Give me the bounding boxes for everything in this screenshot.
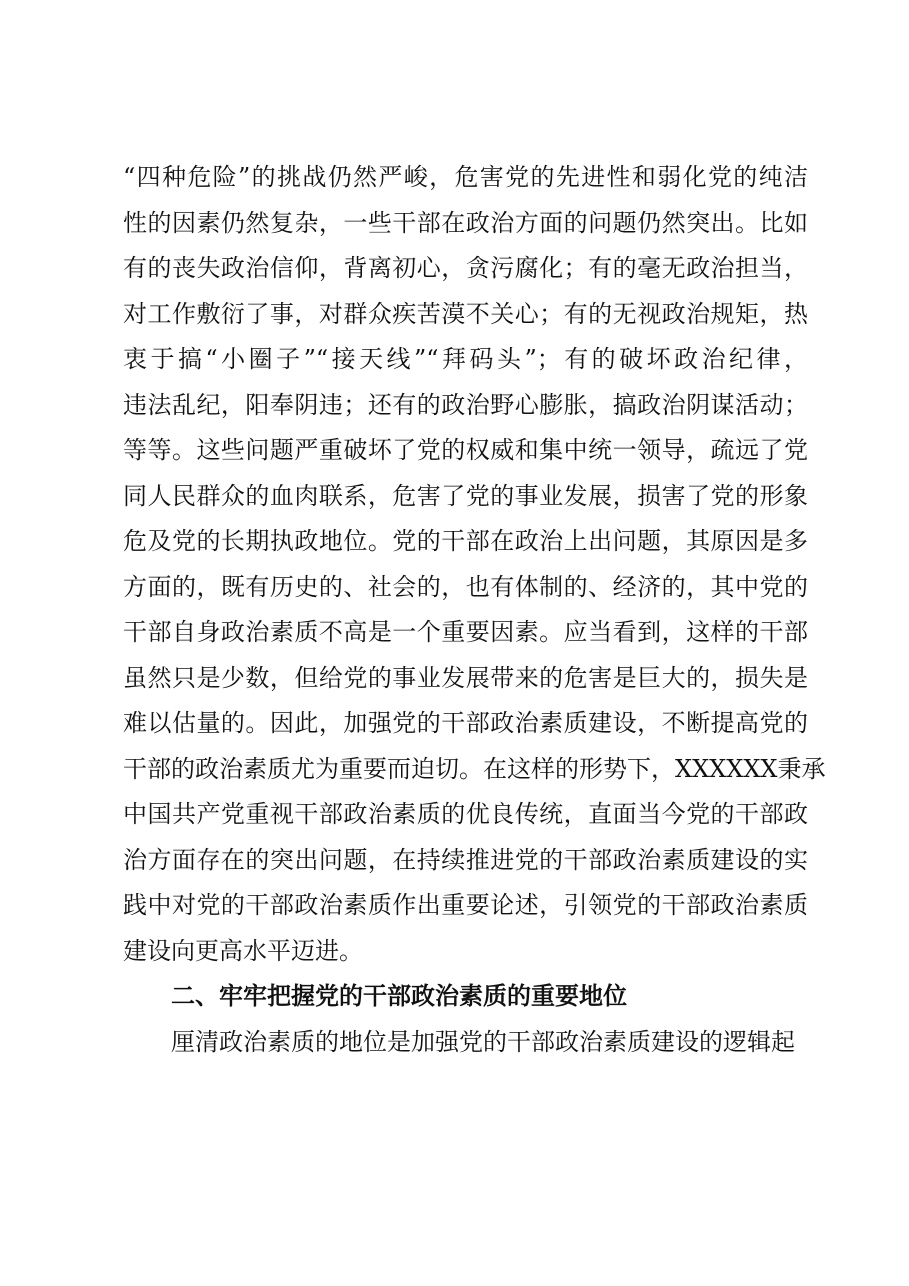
text-line: 厘清政治素质的地位是加强党的干部政治素质建设的逻辑起 <box>171 1027 795 1056</box>
text-line: 违法乱纪，阳奉阴违；还有的政治野心膨胀，搞政治阴谋活动； <box>123 390 808 419</box>
text-line: 建设向更高水平迈进。 <box>123 936 363 965</box>
text-line: 中国共产党重视干部政治素质的优良传统，直面当今党的干部政 <box>123 800 808 828</box>
text-line: 虽然只是少数，但给党的事业发展带来的危害是巨大的，损失是 <box>123 663 808 692</box>
text-line: “四种危险”的挑战仍然严峻，危害党的先进性和弱化党的纯洁 <box>123 163 808 191</box>
text-line: 干部自身政治素质不高是一个重要因素。应当看到，这样的干部 <box>123 618 808 646</box>
paragraph-2 <box>123 1020 808 1066</box>
text-line: 等等。这些问题严重破坏了党的权威和集中统一领导，疏远了党 <box>123 436 808 464</box>
section-heading: 二、牢牢把握党的干部政治素质的重要地位 <box>171 982 627 1010</box>
text-line: 同人民群众的血肉联系，危害了党的事业发展，损害了党的形象 <box>123 481 808 510</box>
paragraph-1 <box>123 155 826 974</box>
text-line: 干部的政治素质尤为重要而迫切。在这样的形势下，XXXXXX秉承 <box>123 754 826 783</box>
text-line: 践中对党的干部政治素质作出重要论述，引领党的干部政治素质 <box>123 891 808 919</box>
text-line: 有的丧失政治信仰，背离初心，贪污腐化；有的毫无政治担当， <box>123 254 808 282</box>
text-line: 方面的，既有历史的、社会的，也有体制的、经济的，其中党的 <box>123 572 808 601</box>
text-line: 难以估量的。因此，加强党的干部政治素质建设，不断提高党的 <box>123 709 808 737</box>
text-line: 对工作敷衍了事，对群众疾苦漠不关心；有的无视政治规矩，热 <box>123 299 808 328</box>
text-line: 衷于搞“小圈子”“接天线”“拜码头”；有的破坏政治纪律， <box>123 345 808 373</box>
text-line: 危及党的长期执政地位。党的干部在政治上出问题，其原因是多 <box>123 527 808 555</box>
text-line: 治方面存在的突出问题，在持续推进党的干部政治素质建设的实 <box>123 845 808 874</box>
document-body <box>123 155 826 1065</box>
text-line: 性的因素仍然复杂，一些干部在政治方面的问题仍然突出。比如 <box>123 208 808 237</box>
